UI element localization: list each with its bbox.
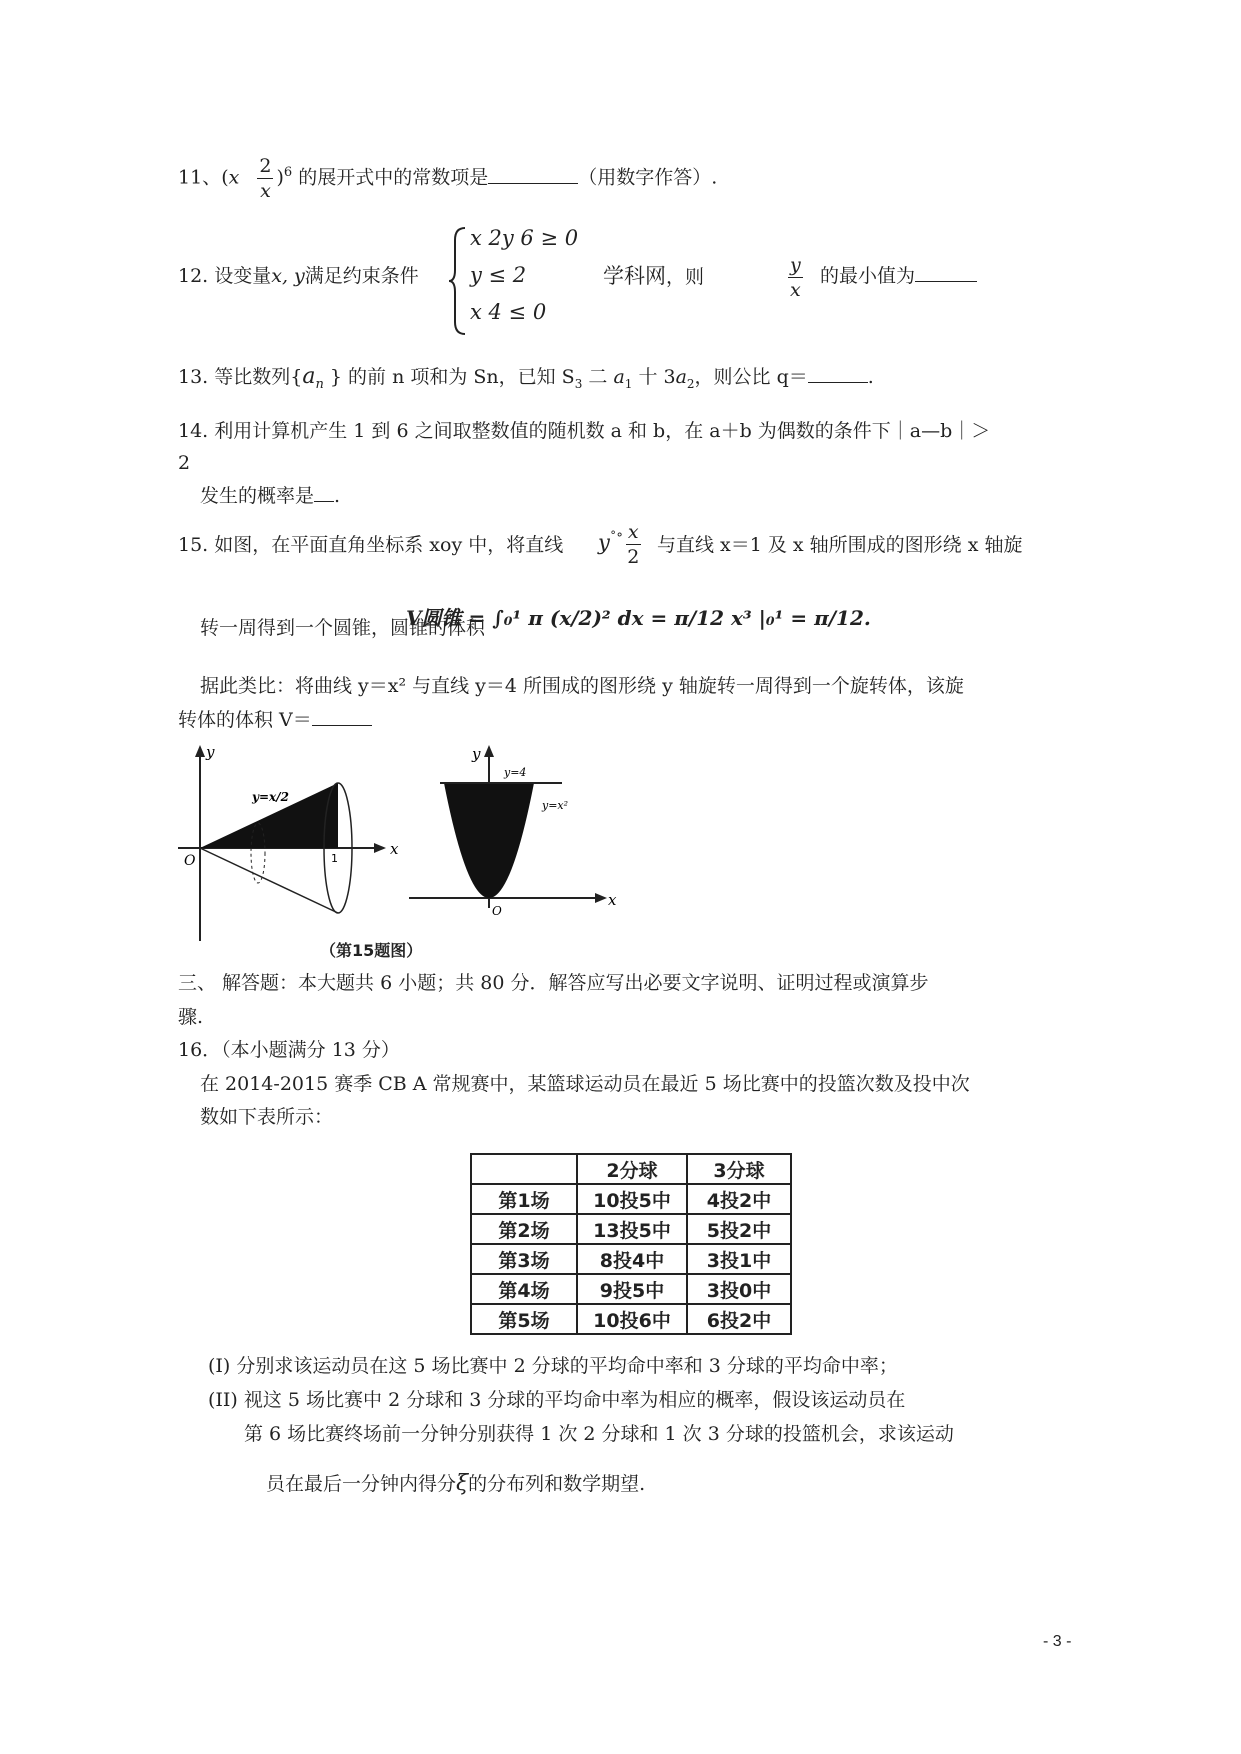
section3-line2: 骤. [178,1006,204,1028]
q12-text1: 满足约束条件 [304,265,419,287]
table-cell: 3投0中 [687,1274,791,1304]
q13-a2: a [675,366,687,388]
q13-a2-sub: 2 [686,376,695,391]
table-cell: 6投2中 [687,1304,791,1334]
q13-a1-sub: 1 [624,376,633,391]
q12-text3: 的最小值为 [820,265,916,287]
q11-exponent: 6 [283,165,293,181]
parab-y-label: y [472,745,481,763]
q13-text2: 二 [582,366,614,388]
table-cell: 第4场 [471,1274,577,1304]
table-header-cell: 3分球 [687,1154,791,1184]
table-row [471,1184,791,1214]
cone-line-label: y=x/2 [252,790,289,804]
table-header-row [471,1154,791,1184]
q15-frac-den: 2 [627,546,640,568]
q13-an: a [302,364,316,389]
table-cell: 5投2中 [687,1214,791,1244]
parab-shaded-region [444,783,534,898]
parab-x-label: x [608,891,617,909]
q16-part2c [266,1471,645,1497]
table-cell: 第2场 [471,1214,577,1244]
q15-y: y [598,530,610,555]
q14-line2: 2 [178,452,191,474]
parab-y-arrow-icon [484,745,494,757]
q12-frac-num: y [790,254,801,276]
table-cell: 第3场 [471,1244,577,1274]
q15-figure-caption: （第15题图） [320,941,423,960]
q15-cone-figure [178,743,408,948]
q13-s-sub: 3 [574,376,583,391]
q14-answer-blank [314,499,334,502]
q15-eq [598,520,644,569]
q11-frac-num: 2 [259,155,272,177]
table-header-cell: 2分球 [577,1154,687,1184]
table-row [471,1304,791,1334]
q12-constraint-2: y ≤ 2 [470,263,527,287]
q14-tail: . [334,485,341,507]
table-cell: 第5场 [471,1304,577,1334]
table-row [471,1244,791,1274]
section3-line1: 三、 解答题：本大题共 6 小题；共 80 分．解答应写出必要文字说明、证明过程或演算步 [178,972,929,994]
q15-line2: 转一周得到一个圆锥，圆锥的体积 [200,617,486,639]
q15-line1b: 与直线 x＝1 及 x 轴所围成的图形绕 x 轴旋 [657,534,1023,556]
q11-text: 的展开式中的常数项是 [298,166,489,189]
cone-origin-label: O [184,853,196,869]
q15-paraboloid-figure [404,743,624,918]
q16-part1: (I) 分别求该运动员在这 5 场比赛中 2 分球的平均命中率和 3 分球的平均命中率； [208,1355,898,1377]
q15-line1 [178,532,563,558]
q13-text3: 十 3 [632,366,676,388]
table-cell: 13投5中 [577,1214,687,1244]
table-cell: 4投2中 [687,1184,791,1214]
table-header-cell [471,1154,577,1184]
q16-part2a: (II) 视这 5 场比赛中 2 分球和 3 分球的平均命中率为相应的概率，假设该运动员在 [208,1389,906,1411]
q11 [178,154,717,203]
q14-line3 [200,483,340,509]
q15-eq-glyph: ˚° [609,531,623,547]
q12-vars: x, y [271,265,305,287]
q15-fraction [626,520,641,569]
table-cell: 10投6中 [577,1304,687,1334]
q12-end-line [820,263,977,289]
table-cell: 3投1中 [687,1244,791,1274]
q12-constraint-1: x 2y 6 ≥ 0 [470,226,579,250]
q16-intro1: 在 2014-2015 赛季 CB A 常规赛中，某篮球运动员在最近 5 场比赛中的投篮次数及投中次 [200,1073,970,1095]
q11-fraction [257,154,273,203]
q16-part2c-b: 的分布列和数学期望. [468,1473,646,1495]
q12-brace [447,226,469,336]
q11-frac-den: x [260,180,271,202]
parab-y4-label: y=4 [504,766,527,779]
cone-x-arrow-icon [374,843,386,853]
table-cell: 10投5中 [577,1184,687,1214]
q14-line1: 14. 利用计算机产生 1 到 6 之间取整数值的随机数 a 和 b，在 a＋b 为偶数的条件下｜a—b｜＞ [178,420,991,442]
cone-lower-edge [200,848,338,913]
parab-x-arrow-icon [595,893,607,903]
q16-intro2: 数如下表所示： [200,1106,334,1128]
q15-answer-blank [312,723,372,726]
q12-text2: ，则 [666,266,705,288]
table-cell: 8投4中 [577,1244,687,1274]
q13-text4: ，则公比 q＝ [694,366,808,388]
q13 [178,364,874,398]
q15-line4-text: 转体的体积 V＝ [178,709,312,731]
q12-fraction-line [785,253,806,302]
q13-answer-blank [808,380,868,383]
q12-fraction [788,253,803,302]
q12-watermark: 学科网 [603,264,666,288]
q12-tail-line [603,263,704,290]
q11-number: 11、 [178,166,222,189]
q13-a1: a [613,366,625,388]
q15-line1a: 15. 如图，在平面直角坐标系 xoy 中，将直线 [178,534,564,556]
q12-answer-blank [915,279,977,282]
cone-x-label: x [390,840,399,858]
q11-answer-blank [488,181,578,184]
q14-line3-text: 发生的概率是 [200,485,315,507]
q12-prefix: 12. 设变量 [178,265,272,287]
q12-constraint-3: x 4 ≤ 0 [470,300,547,324]
q16-part2c-a: 员在最后一分钟内得分 [266,1473,457,1495]
table-row [471,1274,791,1304]
cone-y-label: y [206,743,215,761]
q16-score-table [470,1153,792,1335]
q15-line3: 据此类比：将曲线 y＝x² 与直线 y＝4 所围成的图形绕 y 轴旋转一周得到一个旋转体，该旋 [200,675,964,697]
q11-x: x [228,166,240,189]
q15-volume-formula: V圆锥 = ∫₀¹ π (x/2)² dx = π/12 x³ |₀¹ = π/12. [406,606,871,630]
q13-tail: . [867,366,874,388]
q16-title: 16．（本小题满分 13 分） [178,1039,400,1061]
q15-frac-num: x [627,521,639,543]
q11-rparen: ) [276,166,284,189]
q13-text1: } 的前 n 项和为 Sn，已知 S [323,366,575,388]
table-row [471,1214,791,1244]
q15-line4 [178,707,372,733]
q11-tail: （用数字作答）. [578,166,718,189]
table-cell: 9投5中 [577,1274,687,1304]
parab-curve-label: y=x² [542,799,569,812]
q16-xi: ξ [456,1471,469,1496]
q13-an-sub: n [315,376,324,392]
q11-lparen: ( [221,166,229,189]
q12-frac-den: x [790,279,801,301]
q16-part2b: 第 6 场比赛终场前一分钟分别获得 1 次 2 分球和 1 次 3 分球的投篮机会，求该运动 [244,1423,954,1445]
q12-text-line [178,263,419,289]
cone-one-label: 1 [331,852,338,865]
parab-origin-label: O [492,904,502,918]
q13-prefix: 13. 等比数列{ [178,366,303,388]
table-cell: 第1场 [471,1184,577,1214]
page-number: - 3 - [1043,1633,1072,1650]
cone-y-arrow-icon [195,745,205,757]
